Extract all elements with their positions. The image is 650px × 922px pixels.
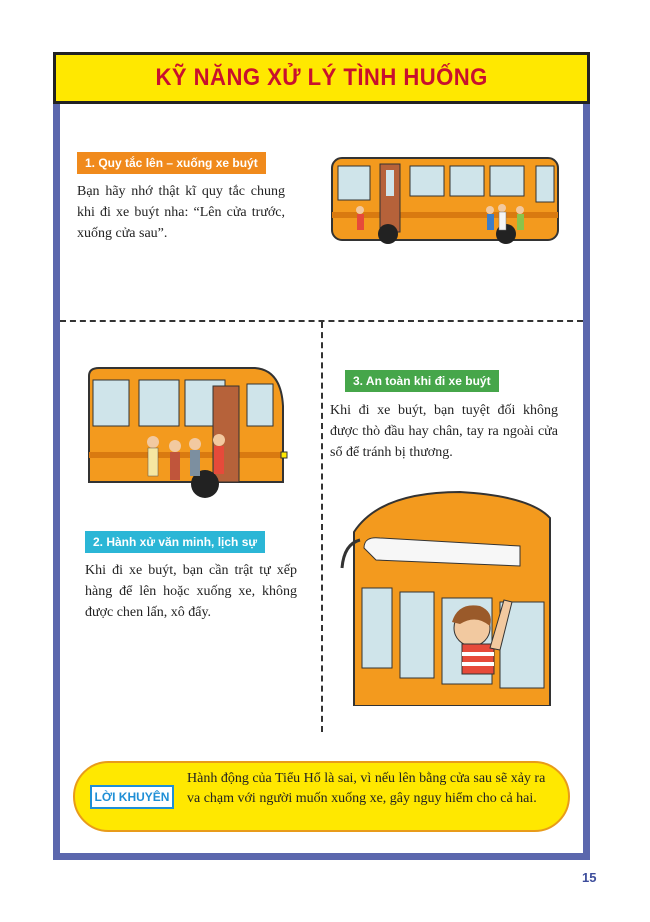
advice-text: Hành động của Tiểu Hổ là sai, vì nếu lên bằng cửa sau sẽ xảy ra va chạm với người muốn xuống xe, gây nguy hiểm cho cả hai.: [187, 771, 546, 806]
section-3-text: Khi đi xe buýt, bạn tuyệt đối không được thò đầu hay chân, tay ra ngoài cửa sổ để tránh bị thương.: [330, 403, 558, 460]
section-1-text: Bạn hãy nhớ thật kĩ quy tắc chung khi đi xe buýt nha: “Lên cửa trước, xuống cửa sau”.: [77, 184, 285, 241]
page-number: 15: [582, 870, 597, 885]
section-2-text: Khi đi xe buýt, bạn cần trật tự xếp hàng để lên hoặc xuống xe, không được chen lấn, xô đẩy.: [85, 563, 297, 620]
bus-side-illustration: [330, 154, 562, 248]
advice-label: LỜI KHUYÊN: [90, 785, 174, 809]
dashed-divider-vertical: [321, 322, 323, 732]
section-1-heading: 1. Quy tắc lên – xuống xe buýt: [77, 152, 266, 174]
bus-queue-illustration: [85, 366, 288, 500]
section-3-heading: 3. An toàn khi đi xe buýt: [345, 370, 499, 392]
advice-box: [73, 761, 570, 832]
section-2-heading: 2. Hành xử văn minh, lịch sự: [85, 531, 265, 553]
page-title: KỸ NĂNG XỬ LÝ TÌNH HUỐNG: [155, 64, 488, 91]
title-banner: [53, 52, 590, 104]
boy-window-illustration: [340, 488, 552, 706]
